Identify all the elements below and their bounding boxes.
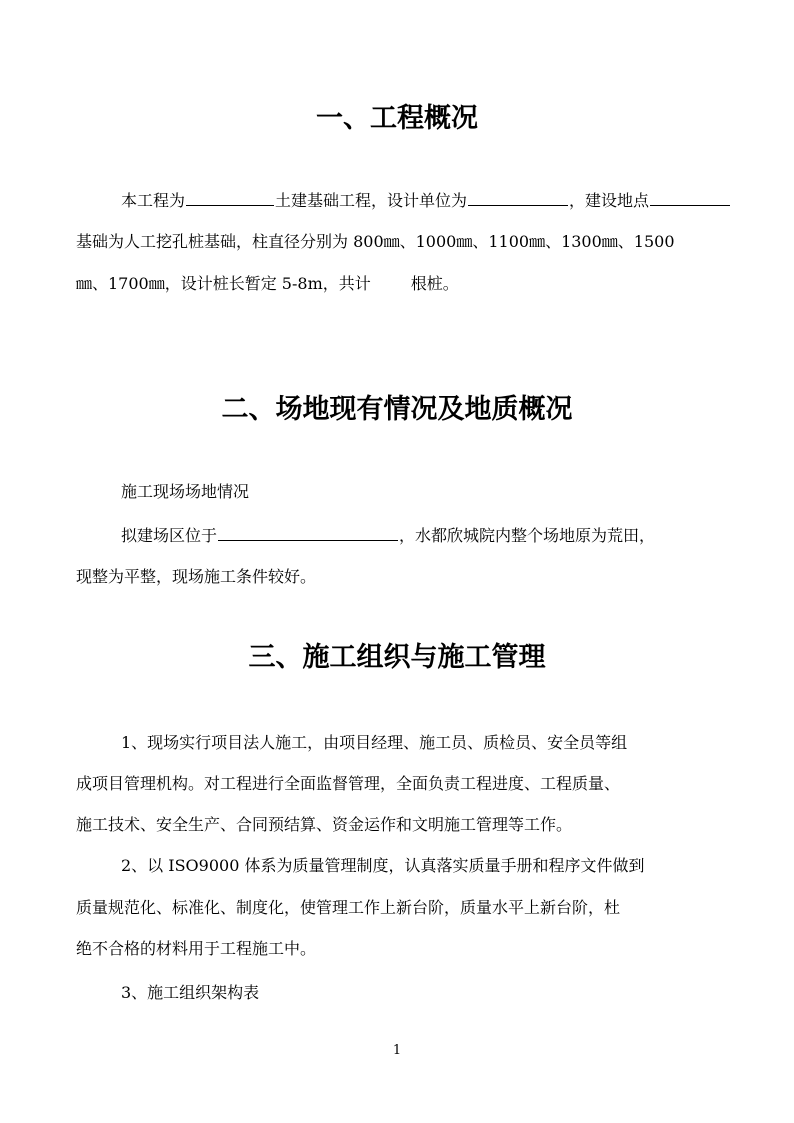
section-1-heading: 一、工程概况 (316, 103, 478, 134)
section-3-item-3: 3、施工组织架构表 (121, 983, 260, 1002)
section-3-heading: 三、施工组织与施工管理 (248, 642, 546, 673)
section-3-item-2-line-2: 质量规范化、标准化、制度化，使管理工作上新台阶，质量水平上新台阶，杜 (76, 898, 621, 917)
text-design-unit: 土建基础工程，设计单位为 (275, 191, 468, 210)
blank-build-location (650, 189, 730, 206)
blank-project-name (186, 189, 274, 206)
section-2-subheading: 施工现场场地情况 (121, 482, 250, 501)
text-site-description: ，水都欣城院内整个场地原为荒田， (399, 526, 656, 545)
blank-site-location (218, 524, 398, 541)
section-2-paragraph-line-2: 现整为平整，现场施工条件较好。 (76, 567, 317, 586)
blank-design-unit (468, 189, 568, 206)
text-project-is: 本工程为 (121, 191, 186, 210)
section-1-paragraph-line-1 (121, 189, 731, 212)
section-3-item-2-line-3: 绝不合格的材料用于工程施工中。 (76, 939, 317, 958)
section-3-item-1-line-3: 施工技术、安全生产、合同预结算、资金运作和文明施工管理等工作。 (76, 815, 573, 834)
section-2-heading: 二、场地现有情况及地质概况 (221, 394, 573, 425)
section-3-item-2-line-1: 2、以 ISO9000 体系为质量管理制度，认真落实质量手册和程序文件做到 (121, 856, 645, 875)
section-3-item-1-line-2: 成项目管理机构。对工程进行全面监督管理，全面负责工程进度、工程质量、 (76, 774, 621, 793)
section-2-paragraph-line-1 (121, 524, 655, 547)
text-pile-length: ㎜、1700㎜，设计桩长暂定 5-8m，共计 (76, 274, 371, 293)
section-3-item-1-line-1: 1、现场实行项目法人施工，由项目经理、施工员、质检员、安全员等组 (121, 733, 628, 752)
text-build-location: ，建设地点 (569, 191, 650, 210)
text-piles: 根桩。 (410, 274, 459, 293)
section-1-paragraph-line-2: 基础为人工挖孔桩基础，柱直径分别为 800㎜、1000㎜、1100㎜、1300㎜、1500 (76, 232, 675, 251)
section-1-paragraph-line-3 (76, 273, 459, 295)
text-site-located: 拟建场区位于 (121, 526, 218, 545)
page-number: 1 (392, 1043, 402, 1058)
